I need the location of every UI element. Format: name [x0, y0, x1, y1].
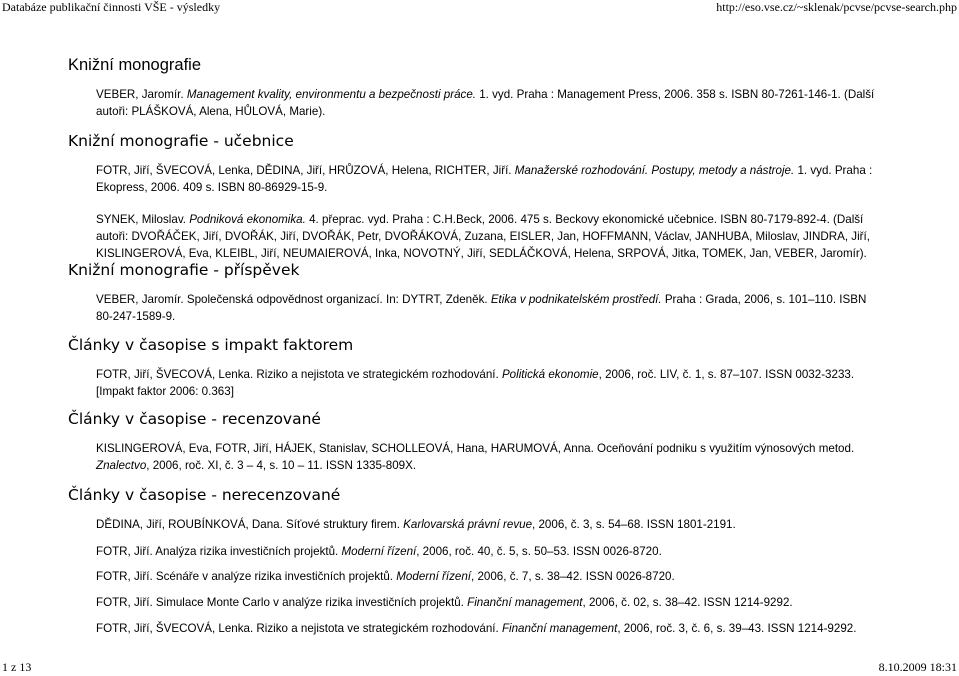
document-title: Databáze publikační činnosti VŠE - výsledky [2, 0, 221, 14]
publication-entry: VEBER, Jaromír. Management kvality, environmentu a bezpečnosti práce. 1. vyd. Praha : Management Press, 2006. 358 s. ISBN 80-7261-146-1. (Další autoři: PLÁŠKOVÁ, Alena, HŮLOVÁ, Marie). [96, 88, 875, 118]
publication-title: Manažerské rozhodování. Postupy, metody a nástroje. [514, 164, 795, 177]
section-heading-nerecenzovane: Články v časopise - nerecenzované [68, 486, 341, 504]
publication-title: Karlovarská právní revue [403, 518, 533, 531]
page-number: 1 z 13 [2, 660, 32, 674]
publication-title: Etika v podnikatelském prostředí. [490, 293, 662, 306]
publication-entry: DĚDINA, Jiří, ROUBÍNKOVÁ, Dana. Síťové struktury firem. Karlovarská právní revue, 2006, č. 3, s. 54–68. ISSN 1801-2191. [96, 518, 736, 531]
section-heading-recenzovane: Články v časopise - recenzované [68, 410, 321, 428]
section-heading-monografie: Knižní monografie [68, 56, 201, 74]
publication-title: Znalectvo [96, 459, 147, 472]
publication-entry: FOTR, Jiří, ŠVECOVÁ, Lenka. Riziko a nejistota ve strategickém rozhodování. Finanční management, 2006, roč. 3, č. 6, s. 39–43. ISSN 1214-9292. [96, 622, 857, 635]
publication-title: Moderní řízení [341, 545, 417, 558]
publication-title: Finanční management [501, 622, 618, 635]
publication-entry: VEBER, Jaromír. Společenská odpovědnost organizací. In: DYTRT, Zdeněk. Etika v podnikatelském prostředí. Praha : Grada, 2006, s. 101–110. ISBN 80-247-1589-9. [96, 293, 867, 323]
publication-title: Politická ekonomie [501, 368, 599, 381]
section-heading-prispevek: Knižní monografie - příspěvek [68, 261, 300, 279]
print-footer [0, 660, 959, 676]
publication-entry: KISLINGEROVÁ, Eva, FOTR, Jiří, HÁJEK, Stanislav, SCHOLLEOVÁ, Hana, HARUMOVÁ, Anna. Oceňování podniku s využitím výnosových metod. Znalectvo, 2006, roč. XI, č. 3 – 4, s. 10 – 11. ISSN 1335-809X. [96, 442, 855, 472]
publication-title: Management kvality, environmentu a bezpečnosti práce. [186, 88, 476, 101]
section-heading-impakt: Články v časopise s impakt faktorem [68, 336, 354, 354]
publication-entry: FOTR, Jiří, ŠVECOVÁ, Lenka, DĚDINA, Jiří, HRŮZOVÁ, Helena, RICHTER, Jiří. Manažerské rozhodování. Postupy, metody a nástroje. 1. vyd. Praha : Ekopress, 2006. 409 s. ISBN 80-86929-15-9. [96, 164, 873, 194]
print-header [0, 0, 959, 16]
publication-entry: FOTR, Jiří. Analýza rizika investičních projektů. Moderní řízení, 2006, roč. 40, č. 5, s. 50–53. ISSN 0026-8720. [96, 545, 662, 558]
print-datetime: 8.10.2009 18:31 [878, 660, 957, 674]
publication-title: Moderní řízení [396, 570, 472, 583]
publication-entry: FOTR, Jiří. Scénáře v analýze rizika investičních projektů. Moderní řízení, 2006, č. 7, s. 38–42. ISSN 0026-8720. [96, 570, 675, 583]
publication-title: Podniková ekonomika. [189, 213, 306, 226]
publication-entry: FOTR, Jiří. Simulace Monte Carlo v analýze rizika investičních projektů. Finanční management, 2006, č. 02, s. 38–42. ISSN 1214-9292. [96, 596, 793, 609]
publication-entry: FOTR, Jiří, ŠVECOVÁ, Lenka. Riziko a nejistota ve strategickém rozhodování. Politická ekonomie, 2006, roč. LIV, č. 1, s. 87–107. ISSN 0032-3233. [Impakt faktor 2006: 0.363] [96, 368, 855, 398]
document-url: http://eso.vse.cz/~sklenak/pcvse/pcvse-search.php [716, 0, 957, 14]
publication-entry: SYNEK, Miloslav. Podniková ekonomika. 4. přeprac. vyd. Praha : C.H.Beck, 2006. 475 s. Beckovy ekonomické učebnice. ISBN 80-7179-892-4. (Další autoři: DVOŘÁČEK, Jiří, DVOŘÁK, Jiří, DVOŘÁK, Petr, DVOŘÁKOVÁ, Zuzana, EISLER, Jan, HOFFMANN, Václav, JANHUBA, Miloslav, JINDRA, Jiří, KISLINGEROVÁ, Eva, KLEIBL, Jiří, NEUMAIEROVÁ, Inka, NOVOTNÝ, Jiří, SEDLÁČKOVÁ, Helena, SRPOVÁ, Jitka, TOMEK, Jan, VEBER, Jaromír). [96, 213, 870, 260]
section-heading-ucebnice: Knižní monografie - učebnice [68, 132, 294, 150]
publication-title: Finanční management [467, 596, 583, 609]
